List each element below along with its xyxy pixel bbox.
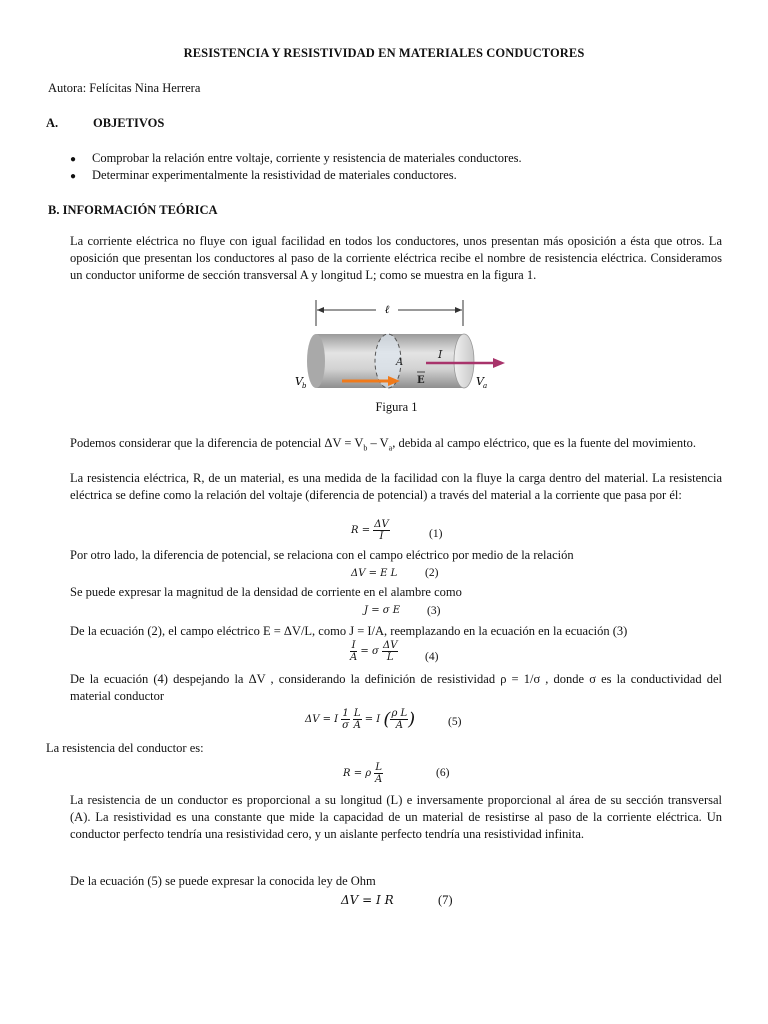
- other-side-text: Por otro lado, la diferencia de potencial, se relaciona con el campo eléctrico por medio de la relación: [70, 548, 574, 562]
- eq1-numerator: ΔV: [374, 519, 389, 530]
- eq5-denominator-1: σ: [342, 720, 349, 731]
- bullet-text: Comprobar la relación entre voltaje, corriente y resistencia de materiales conductores.: [92, 151, 522, 165]
- eq6-denominator: A: [375, 774, 383, 785]
- eq5-numerator-3: ρ L: [391, 708, 408, 719]
- equation-4: [350, 640, 398, 663]
- equation-2: ΔV = E L: [351, 568, 398, 579]
- bullet-item: [70, 168, 457, 183]
- bullet-dot: ●: [70, 171, 77, 182]
- eq6-fraction: [374, 762, 383, 785]
- arrowhead-left-icon: [317, 307, 324, 313]
- ohm-text: De la ecuación (5) se puede expresar la conocida ley de Ohm: [70, 874, 376, 888]
- figure-caption: Figura 1: [375, 400, 418, 414]
- eq4-numerator-1: I: [351, 640, 356, 651]
- eq5-fraction-3: [390, 708, 408, 731]
- eq1-denominator: I: [379, 531, 384, 542]
- eq6-numerator: L: [375, 762, 382, 773]
- eq1-lhs: R =: [351, 525, 371, 536]
- potential-subscript-b: b: [363, 443, 368, 453]
- section-a-letter: A.: [46, 116, 59, 130]
- area-label: A: [396, 357, 404, 368]
- section-a-heading: OBJETIVOS: [93, 116, 165, 130]
- eq4-denominator-2: L: [386, 652, 394, 663]
- equation-5-tag: (5): [448, 716, 462, 728]
- voltage-b-subscript: b: [302, 382, 307, 390]
- equation-3: J = σ E: [364, 605, 401, 616]
- eq5-lhs: ΔV = I: [305, 714, 339, 725]
- potential-text-2: , debida al campo eléctrico, que es la fuente del movimiento.: [392, 436, 696, 450]
- conductor-left-end: [307, 334, 325, 388]
- document-title: RESISTENCIA Y RESISTIVIDAD EN MATERIALES CONDUCTORES: [183, 46, 585, 60]
- author-line: Autora: Felícitas Nina Herrera: [48, 81, 201, 95]
- eq4-denominator-1: A: [350, 652, 358, 663]
- voltage-a-label: V: [476, 375, 484, 388]
- eq5-paren-close: ): [408, 709, 416, 730]
- eq4-middle: = σ: [360, 646, 379, 657]
- bullet-dot: ●: [70, 154, 77, 165]
- current-arrowhead-icon: [493, 358, 505, 368]
- proportional-paragraph: La resistencia de un conductor es proporcional a su longitud (L) e inversamente proporcional al área de su sección transversal (A). La resistividad es una constante que mide la capacidad de un material de resistirse al paso de la corriente eléctrica. Un conductor perfecto tendría una resistividad cero, y un aislante perfecto tendría una resistividad infinita.: [70, 793, 722, 841]
- field-label: E: [417, 375, 425, 386]
- eq5-denominator-2: A: [353, 720, 361, 731]
- eq5-fraction-1: [341, 708, 349, 731]
- equation-7: ΔV = I R: [341, 893, 394, 907]
- eq4-fraction-1: [350, 640, 357, 663]
- from-eq4-paragraph: De la ecuación (4) despejando la ΔV , considerando la definición de resistividad ρ = 1/σ , donde σ es la conductividad del material conductor: [70, 672, 722, 703]
- equation-1: [351, 519, 390, 542]
- eq5-fraction-2: [353, 708, 362, 731]
- current-label: I: [438, 348, 443, 361]
- resistor-text: La resistencia del conductor es:: [46, 741, 204, 755]
- bullet-text: Determinar experimentalmente la resistividad de materiales conductores.: [92, 168, 457, 182]
- equation-6-tag: (6): [436, 767, 450, 779]
- potential-text-mid: – V: [367, 436, 389, 450]
- conductor-figure: [286, 296, 512, 400]
- potential-subscript-a: a: [388, 443, 393, 453]
- conductor-right-end: [454, 334, 474, 388]
- voltage-b-label: V: [295, 375, 303, 388]
- eq5-numerator-1: 1: [342, 708, 349, 719]
- eq5-numerator-2: L: [353, 708, 361, 719]
- section-b-heading: B. INFORMACIÓN TEÓRICA: [48, 203, 218, 217]
- eq4-fraction-2: [382, 640, 398, 663]
- equation-1-tag: (1): [429, 528, 443, 540]
- eq5-middle: = I: [364, 714, 381, 725]
- length-label: ℓ: [384, 303, 390, 316]
- resistance-paragraph: La resistencia eléctrica, R, de un material, es una medida de la facilidad con la fluye la carga dentro del material. La resistencia eléctrica se define como la relación del voltaje (diferencia de potencial) a través del material a la corriente que pasa por él:: [70, 471, 722, 502]
- equation-6: [343, 762, 383, 785]
- equation-3-tag: (3): [427, 605, 441, 617]
- potential-paragraph: [70, 435, 722, 457]
- equation-4-tag: (4): [425, 651, 439, 663]
- eq5-denominator-3: A: [395, 720, 403, 731]
- from-eq2-text: De la ecuación (2), el campo eléctrico E = ΔV/L, como J = I/A, reemplazando en la ecuación en la ecuación (3): [70, 624, 628, 638]
- density-text: Se puede expresar la magnitud de la densidad de corriente en el alambre como: [70, 585, 462, 599]
- equation-5: [305, 708, 415, 731]
- arrowhead-right-icon: [455, 307, 462, 313]
- eq5-paren-open: (: [383, 709, 391, 730]
- eq1-fraction: [373, 519, 389, 542]
- voltage-a-subscript: a: [483, 382, 488, 390]
- potential-text-1: Podemos considerar que la diferencia de potencial ΔV = V: [70, 436, 364, 450]
- equation-7-tag: (7): [438, 893, 453, 907]
- eq4-numerator-2: ΔV: [383, 640, 398, 651]
- equation-2-tag: (2): [425, 567, 439, 579]
- intro-paragraph: La corriente eléctrica no fluye con igual facilidad en todos los conductores, unos presentan más oposición a ésta que otros. La oposición que presentan los conductores al paso de la corriente eléctrica recibe el nombre de resistencia eléctrica. Consideramos un conductor uniforme de sección transversal A y longitud L; como se muestra en la figura 1.: [70, 234, 722, 282]
- bullet-item: [70, 151, 522, 166]
- eq6-lhs: R = ρ: [343, 768, 372, 779]
